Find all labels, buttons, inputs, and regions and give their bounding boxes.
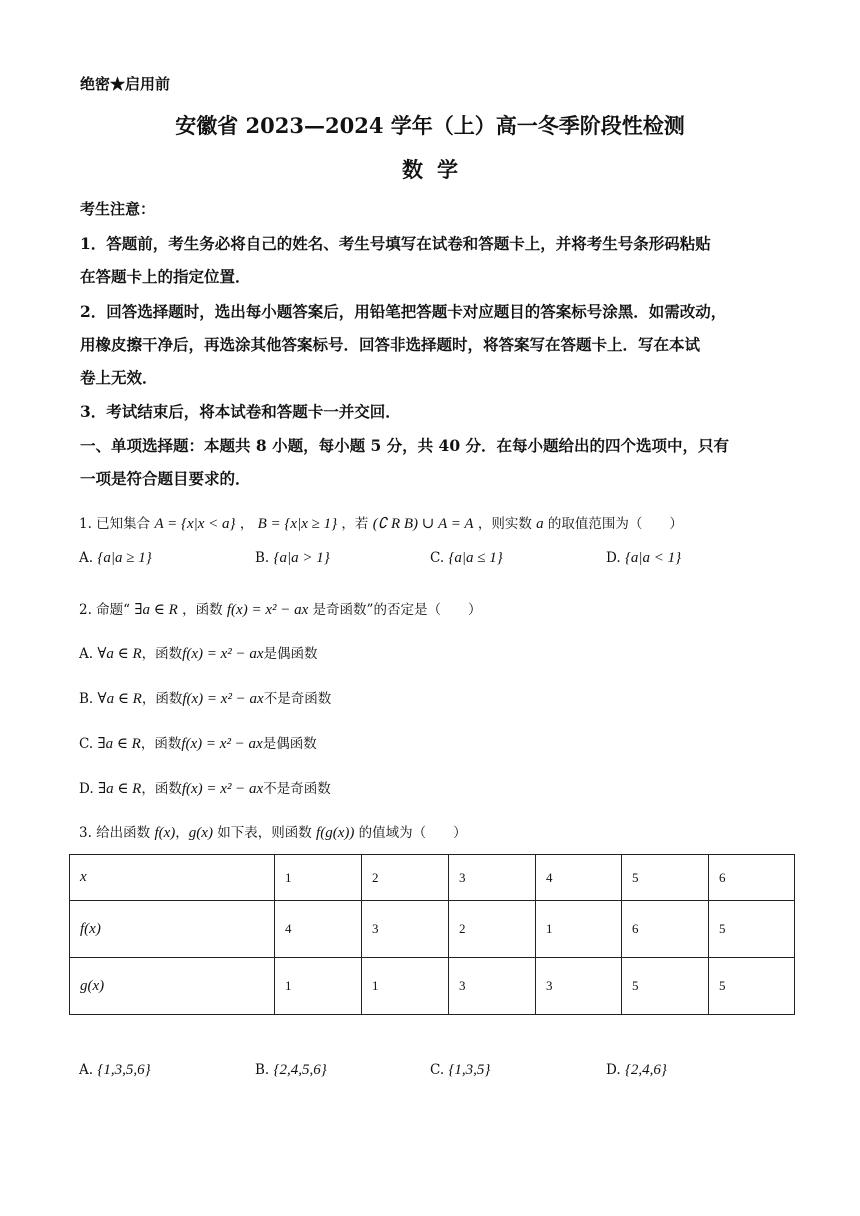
q1-cond-post: ，则实数 xyxy=(477,516,532,532)
q1-cond-pre: ，若 xyxy=(341,516,369,532)
option-tail: 不是奇函数 xyxy=(263,781,331,797)
q1-option-d xyxy=(606,550,681,567)
table-cell: 6 xyxy=(709,855,795,901)
option-value: {a|a < 1} xyxy=(624,550,682,566)
function-table xyxy=(69,854,795,1015)
q3-option-b xyxy=(255,1062,327,1079)
option-label: B. xyxy=(255,1062,270,1078)
option-label: D. xyxy=(79,781,94,797)
table-cell: 5 xyxy=(709,958,795,1015)
q3-prefix: 3. 给出函数 xyxy=(79,825,151,841)
question-2-stem xyxy=(79,598,481,619)
table-cell: 4 xyxy=(275,901,362,958)
q1-option-c xyxy=(430,550,503,567)
table-cell: 3 xyxy=(449,958,536,1015)
q1-option-a xyxy=(79,550,152,567)
question-1-stem xyxy=(79,512,683,533)
option-value: {a|a ≤ 1} xyxy=(448,550,503,566)
q2-option-d xyxy=(79,777,331,798)
q3-g: g(x) xyxy=(188,825,213,841)
q3-option-c xyxy=(430,1062,490,1079)
q1-set-b: B = {x|x ≥ 1} xyxy=(257,516,338,532)
table-row xyxy=(70,958,795,1015)
table-cell: 1 xyxy=(275,855,362,901)
option-label: A. xyxy=(79,1062,94,1078)
option-function: f(x) = x² − ax xyxy=(181,781,264,797)
option-quantifier: ∃a ∈ R xyxy=(97,736,141,752)
option-mid: ，函数 xyxy=(140,736,182,752)
q3-fg: f(g(x)) xyxy=(316,825,355,841)
notice-line: 1．答题前，考生务必将自己的姓名、考生号填写在试卷和答题卡上，并将考生号条形码粘贴 xyxy=(80,234,711,253)
table-cell: 1 xyxy=(362,958,449,1015)
q2-stem-mid: ，函数 xyxy=(182,602,223,618)
option-label: D. xyxy=(606,550,621,566)
option-mid: ，函数 xyxy=(141,781,182,797)
option-value: {a|a ≥ 1} xyxy=(97,550,152,566)
option-mid: ，函数 xyxy=(141,646,183,662)
table-cell: 4 xyxy=(536,855,622,901)
confidential-label: 绝密★启用前 xyxy=(80,75,171,93)
subject-title: 数学 xyxy=(402,157,472,182)
q1-var: a xyxy=(536,516,544,532)
option-label: B. xyxy=(255,550,270,566)
option-value: {a|a > 1} xyxy=(273,550,330,566)
notice-line: 卷上无效． xyxy=(80,368,158,387)
q3-tail: 的值域为（ ） xyxy=(358,825,467,841)
q3-option-a xyxy=(79,1062,151,1079)
option-label: C. xyxy=(430,550,445,566)
q2-stem-post: 是奇函数”的否定是（ ） xyxy=(312,602,482,618)
q3-option-d xyxy=(606,1062,667,1079)
table-cell: 1 xyxy=(536,901,622,958)
table-row xyxy=(70,901,795,958)
q3-mid: 如下表，则函数 xyxy=(217,825,312,841)
table-cell: 3 xyxy=(362,901,449,958)
option-mid: ，函数 xyxy=(141,691,183,707)
notice-line: 在答题卡上的指定位置． xyxy=(80,267,251,286)
table-cell: 3 xyxy=(536,958,622,1015)
table-cell: 6 xyxy=(622,901,709,958)
option-value: {1,3,5,6} xyxy=(97,1062,151,1078)
option-quantifier: ∀a ∈ R xyxy=(97,691,142,707)
option-function: f(x) = x² − ax xyxy=(182,691,264,707)
q2-quantifier: ∃a ∈ R xyxy=(134,602,178,618)
q1-comma: ， xyxy=(239,516,254,532)
option-label: C. xyxy=(430,1062,445,1078)
option-tail: 不是奇函数 xyxy=(263,691,332,707)
section-heading-cont: 一项是符合题目要求的． xyxy=(80,469,251,488)
option-value: {2,4,6} xyxy=(624,1062,667,1078)
q1-condition: (∁ R B) ∪ A = A xyxy=(372,516,474,532)
q1-set-a: A = {x|x < a} xyxy=(154,516,236,532)
q2-option-b xyxy=(79,687,331,708)
table-cell: 1 xyxy=(275,958,362,1015)
q1-option-b xyxy=(255,550,330,567)
option-value: {2,4,5,6} xyxy=(273,1062,327,1078)
option-label: A. xyxy=(79,550,94,566)
option-tail: 是偶函数 xyxy=(263,646,318,662)
option-quantifier: ∃a ∈ R xyxy=(97,781,142,797)
table-cell: x xyxy=(70,855,275,901)
section-heading: 一、单项选择题：本题共 8 小题，每小题 5 分，共 40 分．在每小题给出的四个选项中，只有 xyxy=(80,436,730,455)
option-function: f(x) = x² − ax xyxy=(181,736,263,752)
table-cell: g(x) xyxy=(70,958,275,1015)
q3-sep: ， xyxy=(175,825,189,841)
table-cell: f(x) xyxy=(70,901,275,958)
q3-f: f(x) xyxy=(154,825,176,841)
option-quantifier: ∀a ∈ R xyxy=(97,646,142,662)
notice-line: 2．回答选择题时，选出每小题答案后，用铅笔把答题卡对应题目的答案标号涂黑．如需改动， xyxy=(80,302,727,321)
table-cell: 2 xyxy=(362,855,449,901)
table-cell: 3 xyxy=(449,855,536,901)
notice-line: 用橡皮擦干净后，再选涂其他答案标号．回答非选择题时，将答案写在答题卡上．写在本试 xyxy=(80,335,701,354)
q2-option-a xyxy=(79,642,318,663)
question-3-stem xyxy=(79,821,467,842)
table-cell: 2 xyxy=(449,901,536,958)
q1-tail: 的取值范围为（ ） xyxy=(547,516,683,532)
option-label: A. xyxy=(79,646,94,662)
q1-prefix: 1. 已知集合 xyxy=(79,516,151,532)
notice-label: 考生注意： xyxy=(80,200,156,218)
table-cell: 5 xyxy=(709,901,795,958)
table-row xyxy=(70,855,795,901)
option-label: C. xyxy=(79,736,94,752)
notice-line: 3．考试结束后，将本试卷和答题卡一并交回． xyxy=(80,402,401,421)
option-label: B. xyxy=(79,691,94,707)
option-function: f(x) = x² − ax xyxy=(182,646,264,662)
q2-option-c xyxy=(79,732,317,753)
exam-title: 安徽省 2023—2024 学年（上）高一冬季阶段性检测 xyxy=(175,113,685,138)
q2-function: f(x) = x² − ax xyxy=(226,602,309,618)
q2-stem-pre: 2. 命题“ xyxy=(79,602,131,618)
option-label: D. xyxy=(606,1062,621,1078)
table-cell: 5 xyxy=(622,958,709,1015)
option-tail: 是偶函数 xyxy=(262,736,317,752)
option-value: {1,3,5} xyxy=(448,1062,491,1078)
table-cell: 5 xyxy=(622,855,709,901)
